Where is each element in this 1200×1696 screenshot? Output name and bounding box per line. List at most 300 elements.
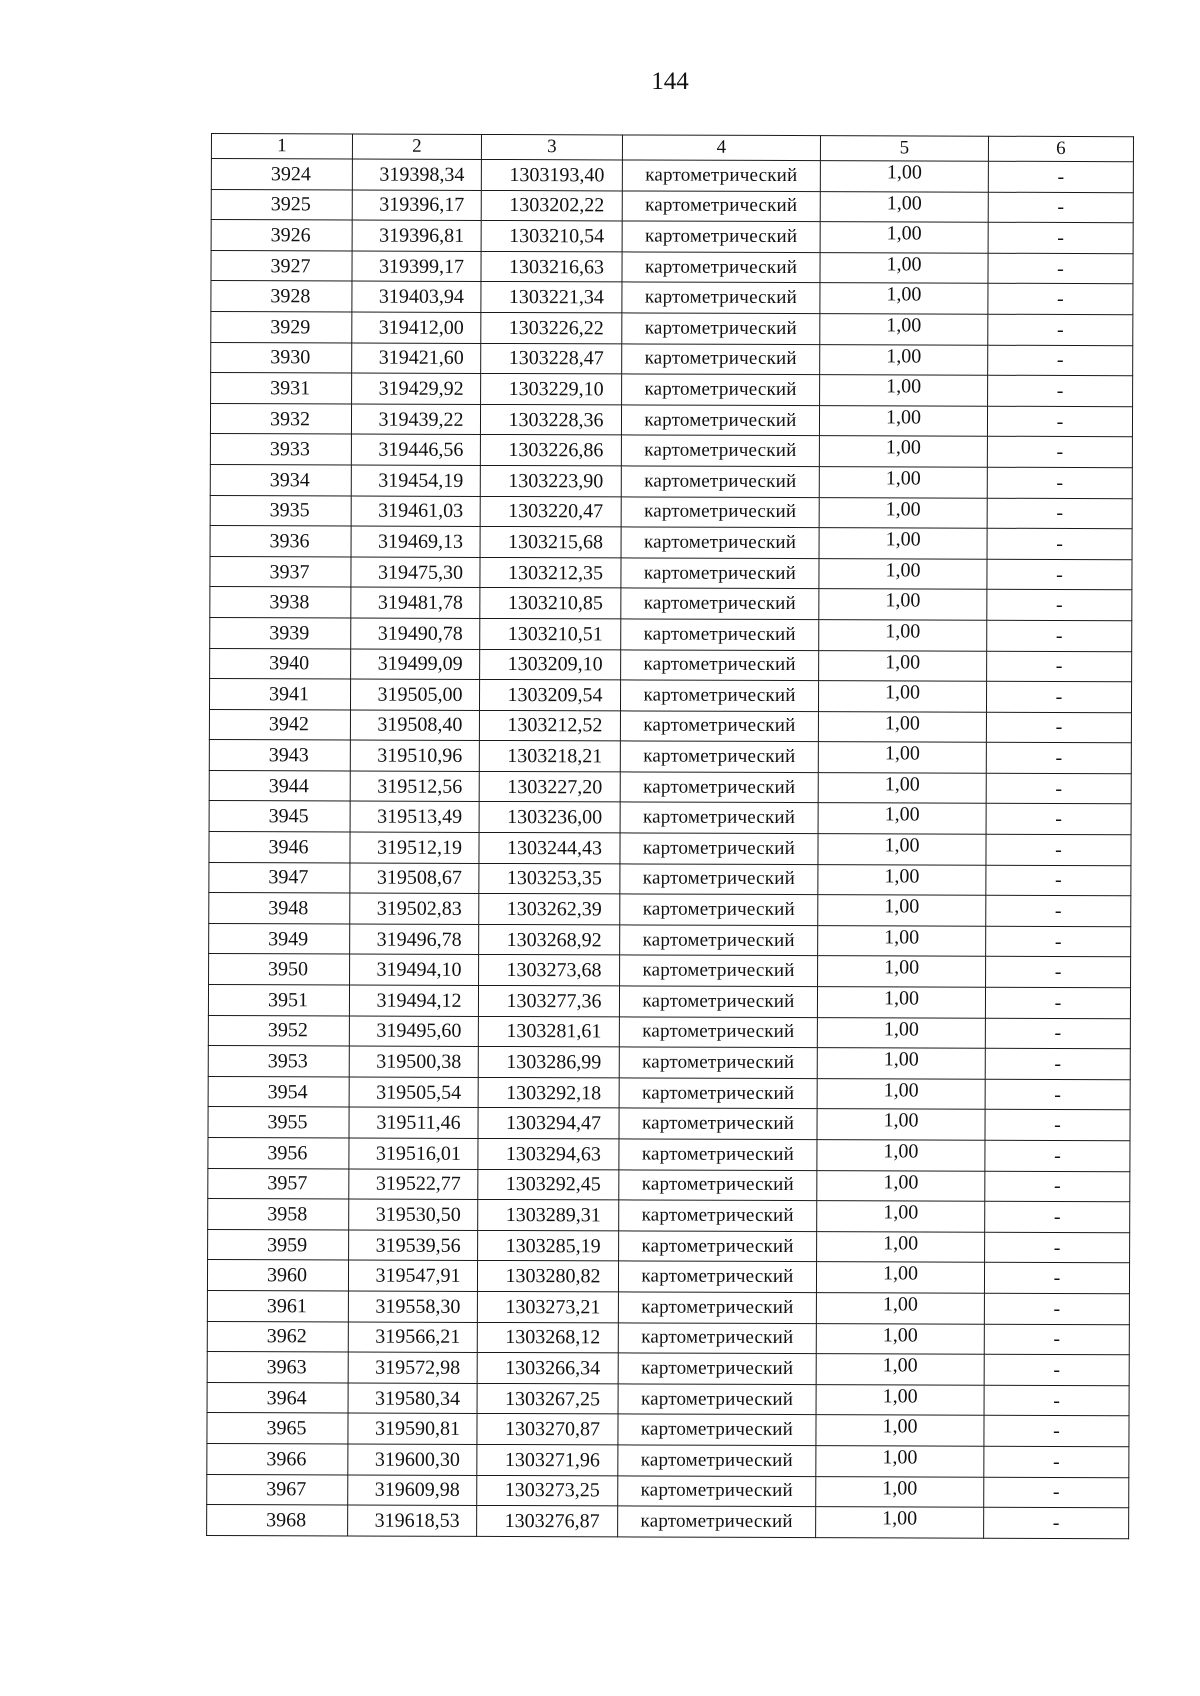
table-row bbox=[207, 1260, 1129, 1294]
x-coordinate-cell: 319511,46 bbox=[349, 1107, 478, 1138]
x-coordinate-cell: 319421,60 bbox=[352, 343, 481, 374]
description-cell: - bbox=[988, 161, 1133, 192]
precision-cell: 1,00 bbox=[816, 1293, 984, 1324]
description-cell: - bbox=[986, 742, 1131, 773]
x-coordinate-cell: 319502,83 bbox=[350, 893, 479, 924]
method-cell: картометрический bbox=[618, 1261, 816, 1292]
description-cell: - bbox=[984, 1293, 1129, 1324]
method-cell: картометрический bbox=[622, 282, 820, 313]
point-number-cell: 3945 bbox=[209, 801, 350, 832]
precision-cell: 1,00 bbox=[820, 161, 988, 192]
point-number-cell: 3961 bbox=[207, 1290, 348, 1321]
table-row bbox=[209, 954, 1131, 988]
point-number-cell: 3953 bbox=[208, 1046, 349, 1077]
precision-cell: 1,00 bbox=[819, 405, 987, 436]
precision-cell: 1,00 bbox=[816, 1384, 984, 1415]
x-coordinate-cell: 319461,03 bbox=[351, 496, 480, 527]
table-row bbox=[210, 495, 1132, 529]
point-number-cell: 3925 bbox=[211, 189, 352, 220]
x-coordinate-cell: 319572,98 bbox=[348, 1352, 477, 1383]
table-row bbox=[207, 1321, 1129, 1355]
precision-cell: 1,00 bbox=[818, 711, 986, 742]
x-coordinate-cell: 319600,30 bbox=[348, 1444, 477, 1475]
y-coordinate-cell: 1303210,85 bbox=[480, 588, 621, 619]
point-number-cell: 3933 bbox=[210, 434, 351, 465]
table-row bbox=[209, 801, 1131, 835]
y-coordinate-cell: 1303273,68 bbox=[479, 955, 620, 986]
point-number-cell: 3938 bbox=[210, 587, 351, 618]
x-coordinate-cell: 319490,78 bbox=[351, 618, 480, 649]
precision-cell: 1,00 bbox=[817, 1048, 985, 1079]
y-coordinate-cell: 1303294,63 bbox=[478, 1138, 619, 1169]
point-number-cell: 3934 bbox=[210, 464, 351, 495]
table-row bbox=[208, 1199, 1130, 1233]
precision-cell: 1,00 bbox=[819, 467, 987, 498]
y-coordinate-cell: 1303276,87 bbox=[477, 1506, 618, 1537]
precision-cell: 1,00 bbox=[820, 222, 988, 253]
point-number-cell: 3957 bbox=[208, 1168, 349, 1199]
method-cell: картометрический bbox=[621, 588, 819, 619]
y-coordinate-cell: 1303267,25 bbox=[477, 1383, 618, 1414]
x-coordinate-cell: 319505,00 bbox=[350, 679, 479, 710]
point-number-cell: 3966 bbox=[207, 1443, 348, 1474]
description-cell: - bbox=[986, 957, 1131, 988]
table-row bbox=[211, 281, 1133, 315]
point-number-cell: 3940 bbox=[210, 648, 351, 679]
description-cell: - bbox=[984, 1263, 1129, 1294]
x-coordinate-cell: 319499,09 bbox=[351, 648, 480, 679]
point-number-cell: 3968 bbox=[207, 1505, 348, 1536]
description-cell: - bbox=[986, 834, 1131, 865]
point-number-cell: 3959 bbox=[208, 1229, 349, 1260]
x-coordinate-cell: 319398,34 bbox=[352, 159, 481, 190]
table-row bbox=[209, 862, 1131, 896]
y-coordinate-cell: 1303253,35 bbox=[479, 863, 620, 894]
coordinates-table bbox=[206, 133, 1134, 1539]
description-cell: - bbox=[987, 528, 1132, 559]
method-cell: картометрический bbox=[620, 772, 818, 803]
precision-cell: 1,00 bbox=[820, 375, 988, 406]
y-coordinate-cell: 1303209,54 bbox=[479, 680, 620, 711]
y-coordinate-cell: 1303285,19 bbox=[478, 1230, 619, 1261]
y-coordinate-cell: 1303244,43 bbox=[479, 833, 620, 864]
y-coordinate-cell: 1303266,34 bbox=[477, 1353, 618, 1384]
x-coordinate-cell: 319403,94 bbox=[352, 281, 481, 312]
x-coordinate-cell: 319494,10 bbox=[350, 954, 479, 985]
y-coordinate-cell: 1303268,92 bbox=[479, 924, 620, 955]
y-coordinate-cell: 1303220,47 bbox=[480, 496, 621, 527]
y-coordinate-cell: 1303228,36 bbox=[480, 404, 621, 435]
table-row bbox=[210, 648, 1132, 682]
y-coordinate-cell: 1303292,18 bbox=[478, 1077, 619, 1108]
method-cell: картометрический bbox=[618, 1353, 816, 1384]
column-header: 5 bbox=[820, 136, 988, 162]
x-coordinate-cell: 319496,78 bbox=[350, 924, 479, 955]
x-coordinate-cell: 319454,19 bbox=[351, 465, 480, 496]
x-coordinate-cell: 319558,30 bbox=[348, 1291, 477, 1322]
column-header: 6 bbox=[988, 136, 1133, 162]
table-row bbox=[211, 159, 1133, 193]
description-cell: - bbox=[986, 681, 1131, 712]
x-coordinate-cell: 319512,19 bbox=[350, 832, 479, 863]
table-row bbox=[208, 1168, 1130, 1202]
y-coordinate-cell: 1303273,25 bbox=[477, 1475, 618, 1506]
point-number-cell: 3949 bbox=[209, 923, 350, 954]
point-number-cell: 3962 bbox=[207, 1321, 348, 1352]
y-coordinate-cell: 1303286,99 bbox=[478, 1047, 619, 1078]
method-cell: картометрический bbox=[620, 864, 818, 895]
point-number-cell: 3951 bbox=[208, 985, 349, 1016]
x-coordinate-cell: 319446,56 bbox=[351, 434, 480, 465]
x-coordinate-cell: 319412,00 bbox=[352, 312, 481, 343]
precision-cell: 1,00 bbox=[817, 1231, 985, 1262]
description-cell: - bbox=[987, 437, 1132, 468]
description-cell: - bbox=[985, 1018, 1130, 1049]
method-cell: картометрический bbox=[618, 1445, 816, 1476]
precision-cell: 1,00 bbox=[819, 558, 987, 589]
y-coordinate-cell: 1303292,45 bbox=[478, 1169, 619, 1200]
description-cell: - bbox=[986, 926, 1131, 957]
table-row bbox=[211, 250, 1133, 284]
table-row bbox=[207, 1382, 1129, 1416]
table-row bbox=[207, 1413, 1129, 1447]
point-number-cell: 3924 bbox=[211, 159, 352, 190]
x-coordinate-cell: 319513,49 bbox=[350, 801, 479, 832]
table-row bbox=[208, 1229, 1130, 1263]
precision-cell: 1,00 bbox=[816, 1354, 984, 1385]
description-cell: - bbox=[987, 620, 1132, 651]
method-cell: картометрический bbox=[618, 1414, 816, 1445]
table-row bbox=[211, 220, 1133, 254]
method-cell: картометрический bbox=[620, 833, 818, 864]
table-body bbox=[207, 159, 1134, 1539]
method-cell: картометрический bbox=[622, 160, 820, 191]
precision-cell: 1,00 bbox=[820, 344, 988, 375]
description-cell: - bbox=[987, 498, 1132, 529]
method-cell: картометрический bbox=[620, 925, 818, 956]
x-coordinate-cell: 319522,77 bbox=[349, 1169, 478, 1200]
method-cell: картометрический bbox=[618, 1292, 816, 1323]
table-row bbox=[207, 1505, 1129, 1539]
precision-cell: 1,00 bbox=[818, 956, 986, 987]
description-cell: - bbox=[987, 651, 1132, 682]
method-cell: картометрический bbox=[621, 558, 819, 589]
y-coordinate-cell: 1303210,51 bbox=[480, 618, 621, 649]
y-coordinate-cell: 1303216,63 bbox=[481, 251, 622, 282]
method-cell: картометрический bbox=[619, 1139, 817, 1170]
description-cell: - bbox=[985, 1171, 1130, 1202]
description-cell: - bbox=[984, 1477, 1129, 1508]
method-cell: картометрический bbox=[621, 527, 819, 558]
y-coordinate-cell: 1303271,96 bbox=[477, 1444, 618, 1475]
table-row bbox=[211, 311, 1133, 345]
description-cell: - bbox=[986, 804, 1131, 835]
method-cell: картометрический bbox=[621, 466, 819, 497]
method-cell: картометрический bbox=[622, 374, 820, 405]
method-cell: картометрический bbox=[621, 619, 819, 650]
x-coordinate-cell: 319469,13 bbox=[351, 526, 480, 557]
point-number-cell: 3946 bbox=[209, 832, 350, 863]
precision-cell: 1,00 bbox=[818, 925, 986, 956]
method-cell: картометрический bbox=[622, 221, 820, 252]
table-row bbox=[208, 1107, 1130, 1141]
table-row bbox=[207, 1352, 1129, 1386]
y-coordinate-cell: 1303221,34 bbox=[481, 282, 622, 313]
point-number-cell: 3931 bbox=[211, 373, 352, 404]
table-row bbox=[208, 1137, 1130, 1171]
precision-cell: 1,00 bbox=[816, 1415, 984, 1446]
y-coordinate-cell: 1303270,87 bbox=[477, 1414, 618, 1445]
x-coordinate-cell: 319609,98 bbox=[348, 1475, 477, 1506]
point-number-cell: 3947 bbox=[209, 862, 350, 893]
column-header: 4 bbox=[622, 135, 820, 161]
point-number-cell: 3952 bbox=[208, 1015, 349, 1046]
x-coordinate-cell: 319539,56 bbox=[349, 1230, 478, 1261]
method-cell: картометрический bbox=[618, 1384, 816, 1415]
precision-cell: 1,00 bbox=[816, 1446, 984, 1477]
point-number-cell: 3928 bbox=[211, 281, 352, 312]
precision-cell: 1,00 bbox=[817, 1140, 985, 1171]
table-row bbox=[211, 373, 1133, 407]
x-coordinate-cell: 319566,21 bbox=[348, 1322, 477, 1353]
x-coordinate-cell: 319396,17 bbox=[352, 190, 481, 221]
table-row bbox=[208, 1015, 1130, 1049]
method-cell: картометрический bbox=[620, 741, 818, 772]
method-cell: картометрический bbox=[620, 802, 818, 833]
point-number-cell: 3926 bbox=[211, 220, 352, 251]
precision-cell: 1,00 bbox=[819, 650, 987, 681]
table-row bbox=[209, 679, 1131, 713]
method-cell: картометрический bbox=[621, 405, 819, 436]
point-number-cell: 3955 bbox=[208, 1107, 349, 1138]
precision-cell: 1,00 bbox=[818, 864, 986, 895]
method-cell: картометрический bbox=[621, 496, 819, 527]
point-number-cell: 3935 bbox=[210, 495, 351, 526]
description-cell: - bbox=[986, 865, 1131, 896]
precision-cell: 1,00 bbox=[820, 252, 988, 283]
y-coordinate-cell: 1303268,12 bbox=[477, 1322, 618, 1353]
point-number-cell: 3929 bbox=[211, 311, 352, 342]
description-cell: - bbox=[986, 712, 1131, 743]
table-row bbox=[210, 526, 1132, 560]
table-row bbox=[210, 403, 1132, 437]
point-number-cell: 3950 bbox=[209, 954, 350, 985]
column-header: 2 bbox=[352, 134, 481, 159]
x-coordinate-cell: 319516,01 bbox=[349, 1138, 478, 1169]
x-coordinate-cell: 319429,92 bbox=[352, 373, 481, 404]
table-row bbox=[209, 923, 1131, 957]
method-cell: картометрический bbox=[621, 649, 819, 680]
y-coordinate-cell: 1303281,61 bbox=[478, 1016, 619, 1047]
x-coordinate-cell: 319618,53 bbox=[348, 1505, 477, 1536]
y-coordinate-cell: 1303228,47 bbox=[481, 343, 622, 374]
point-number-cell: 3963 bbox=[207, 1352, 348, 1383]
description-cell: - bbox=[986, 895, 1131, 926]
x-coordinate-cell: 319494,12 bbox=[349, 985, 478, 1016]
x-coordinate-cell: 319500,38 bbox=[349, 1046, 478, 1077]
x-coordinate-cell: 319580,34 bbox=[348, 1383, 477, 1414]
point-number-cell: 3939 bbox=[210, 617, 351, 648]
point-number-cell: 3937 bbox=[210, 556, 351, 587]
precision-cell: 1,00 bbox=[819, 589, 987, 620]
x-coordinate-cell: 319590,81 bbox=[348, 1413, 477, 1444]
method-cell: картометрический bbox=[619, 1108, 817, 1139]
precision-cell: 1,00 bbox=[818, 803, 986, 834]
description-cell: - bbox=[988, 314, 1133, 345]
table-row bbox=[210, 587, 1132, 621]
method-cell: картометрический bbox=[618, 1506, 816, 1537]
x-coordinate-cell: 319439,22 bbox=[351, 404, 480, 435]
precision-cell: 1,00 bbox=[820, 283, 988, 314]
description-cell: - bbox=[988, 284, 1133, 315]
method-cell: картометрический bbox=[619, 1017, 817, 1048]
precision-cell: 1,00 bbox=[816, 1507, 984, 1538]
precision-cell: 1,00 bbox=[818, 895, 986, 926]
method-cell: картометрический bbox=[619, 1078, 817, 1109]
table-header-row bbox=[211, 134, 1133, 162]
y-coordinate-cell: 1303202,22 bbox=[481, 190, 622, 221]
x-coordinate-cell: 319512,56 bbox=[350, 771, 479, 802]
precision-cell: 1,00 bbox=[817, 1109, 985, 1140]
point-number-cell: 3948 bbox=[209, 893, 350, 924]
table-row bbox=[208, 985, 1130, 1019]
precision-cell: 1,00 bbox=[816, 1476, 984, 1507]
method-cell: картометрический bbox=[622, 252, 820, 283]
description-cell: - bbox=[984, 1416, 1129, 1447]
description-cell: - bbox=[987, 467, 1132, 498]
point-number-cell: 3960 bbox=[207, 1260, 348, 1291]
description-cell: - bbox=[984, 1354, 1129, 1385]
precision-cell: 1,00 bbox=[818, 681, 986, 712]
table-row bbox=[209, 740, 1131, 774]
table-row bbox=[207, 1474, 1129, 1508]
y-coordinate-cell: 1303212,35 bbox=[480, 557, 621, 588]
table-row bbox=[208, 1076, 1130, 1110]
description-cell: - bbox=[985, 1232, 1130, 1263]
precision-cell: 1,00 bbox=[820, 191, 988, 222]
precision-cell: 1,00 bbox=[819, 497, 987, 528]
point-number-cell: 3956 bbox=[208, 1137, 349, 1168]
y-coordinate-cell: 1303223,90 bbox=[480, 465, 621, 496]
method-cell: картометрический bbox=[619, 1047, 817, 1078]
description-cell: - bbox=[984, 1324, 1129, 1355]
method-cell: картометрический bbox=[620, 680, 818, 711]
x-coordinate-cell: 319508,40 bbox=[350, 710, 479, 741]
point-number-cell: 3941 bbox=[209, 679, 350, 710]
precision-cell: 1,00 bbox=[817, 1017, 985, 1048]
point-number-cell: 3944 bbox=[209, 770, 350, 801]
method-cell: картометрический bbox=[619, 1170, 817, 1201]
method-cell: картометрический bbox=[622, 343, 820, 374]
column-header: 1 bbox=[211, 134, 352, 159]
precision-cell: 1,00 bbox=[817, 1078, 985, 1109]
y-coordinate-cell: 1303262,39 bbox=[479, 894, 620, 925]
description-cell: - bbox=[988, 222, 1133, 253]
point-number-cell: 3930 bbox=[211, 342, 352, 373]
method-cell: картометрический bbox=[621, 435, 819, 466]
table-row bbox=[211, 189, 1133, 223]
table-row bbox=[211, 342, 1133, 376]
precision-cell: 1,00 bbox=[816, 1262, 984, 1293]
point-number-cell: 3958 bbox=[208, 1199, 349, 1230]
precision-cell: 1,00 bbox=[818, 834, 986, 865]
point-number-cell: 3936 bbox=[210, 526, 351, 557]
table-row bbox=[209, 770, 1131, 804]
column-header: 3 bbox=[481, 134, 622, 159]
x-coordinate-cell: 319510,96 bbox=[350, 740, 479, 771]
precision-cell: 1,00 bbox=[816, 1323, 984, 1354]
table-row bbox=[210, 434, 1132, 468]
table-row bbox=[207, 1290, 1129, 1324]
precision-cell: 1,00 bbox=[818, 742, 986, 773]
table-row bbox=[210, 556, 1132, 590]
x-coordinate-cell: 319475,30 bbox=[351, 557, 480, 588]
description-cell: - bbox=[988, 253, 1133, 284]
method-cell: картометрический bbox=[618, 1322, 816, 1353]
table-row bbox=[210, 617, 1132, 651]
method-cell: картометрический bbox=[622, 191, 820, 222]
y-coordinate-cell: 1303210,54 bbox=[481, 221, 622, 252]
method-cell: картометрический bbox=[620, 894, 818, 925]
description-cell: - bbox=[986, 773, 1131, 804]
x-coordinate-cell: 319547,91 bbox=[348, 1260, 477, 1291]
precision-cell: 1,00 bbox=[819, 436, 987, 467]
method-cell: картометрический bbox=[622, 313, 820, 344]
precision-cell: 1,00 bbox=[818, 772, 986, 803]
method-cell: картометрический bbox=[619, 986, 817, 1017]
y-coordinate-cell: 1303294,47 bbox=[478, 1108, 619, 1139]
table-row bbox=[209, 893, 1131, 927]
table-row bbox=[207, 1443, 1129, 1477]
precision-cell: 1,00 bbox=[817, 987, 985, 1018]
table-row bbox=[208, 1046, 1130, 1080]
method-cell: картометрический bbox=[620, 955, 818, 986]
point-number-cell: 3943 bbox=[209, 740, 350, 771]
point-number-cell: 3967 bbox=[207, 1474, 348, 1505]
description-cell: - bbox=[985, 1201, 1130, 1232]
x-coordinate-cell: 319530,50 bbox=[349, 1199, 478, 1230]
y-coordinate-cell: 1303193,40 bbox=[481, 159, 622, 190]
y-coordinate-cell: 1303226,22 bbox=[481, 312, 622, 343]
x-coordinate-cell: 319399,17 bbox=[352, 251, 481, 282]
y-coordinate-cell: 1303212,52 bbox=[479, 710, 620, 741]
method-cell: картометрический bbox=[618, 1475, 816, 1506]
point-number-cell: 3965 bbox=[207, 1413, 348, 1444]
point-number-cell: 3954 bbox=[208, 1076, 349, 1107]
description-cell: - bbox=[987, 559, 1132, 590]
y-coordinate-cell: 1303273,21 bbox=[477, 1291, 618, 1322]
description-cell: - bbox=[988, 375, 1133, 406]
description-cell: - bbox=[987, 406, 1132, 437]
y-coordinate-cell: 1303236,00 bbox=[479, 802, 620, 833]
description-cell: - bbox=[985, 1110, 1130, 1141]
description-cell: - bbox=[984, 1385, 1129, 1416]
x-coordinate-cell: 319396,81 bbox=[352, 220, 481, 251]
table-row bbox=[210, 464, 1132, 498]
y-coordinate-cell: 1303226,86 bbox=[480, 435, 621, 466]
y-coordinate-cell: 1303209,10 bbox=[480, 649, 621, 680]
x-coordinate-cell: 319508,67 bbox=[350, 863, 479, 894]
y-coordinate-cell: 1303280,82 bbox=[477, 1261, 618, 1292]
point-number-cell: 3964 bbox=[207, 1382, 348, 1413]
precision-cell: 1,00 bbox=[819, 528, 987, 559]
table-row bbox=[209, 709, 1131, 743]
description-cell: - bbox=[985, 1140, 1130, 1171]
table-row bbox=[209, 832, 1131, 866]
precision-cell: 1,00 bbox=[820, 314, 988, 345]
description-cell: - bbox=[985, 1048, 1130, 1079]
x-coordinate-cell: 319481,78 bbox=[351, 587, 480, 618]
